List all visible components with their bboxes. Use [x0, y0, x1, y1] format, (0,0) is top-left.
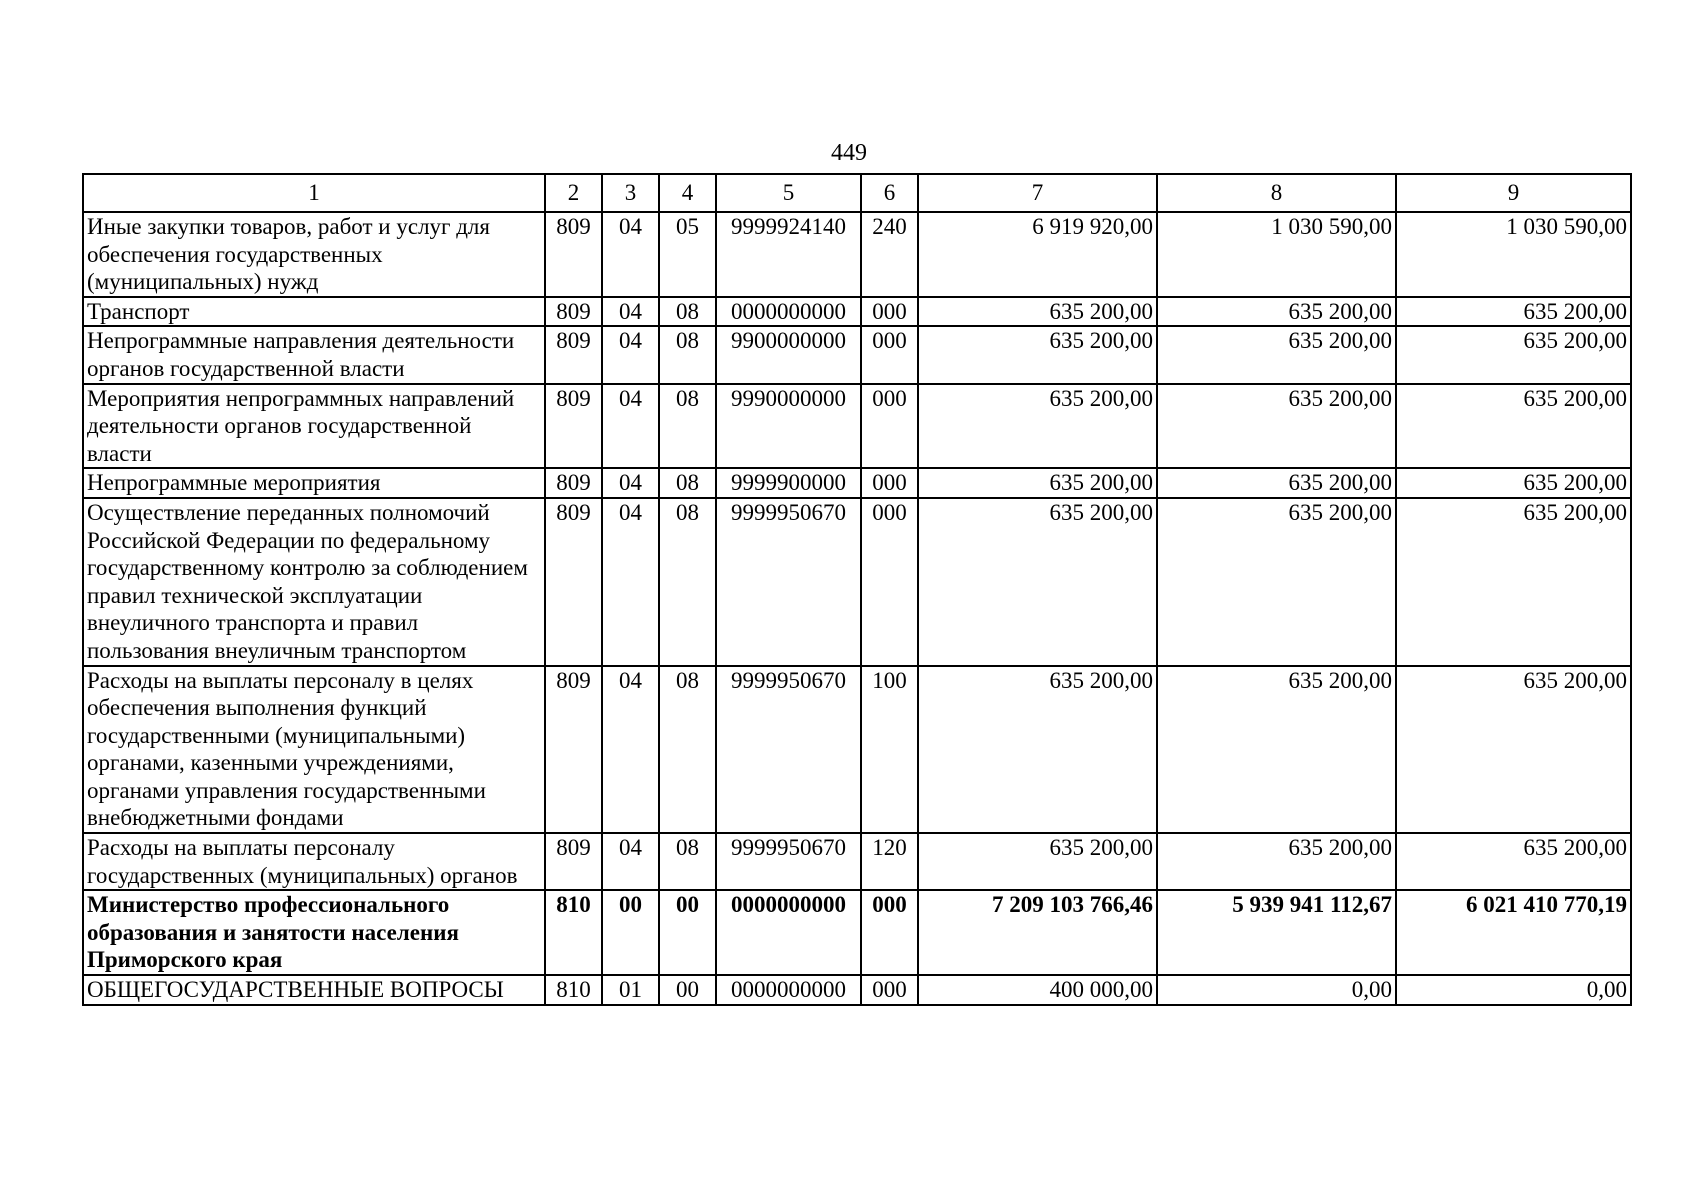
amount-col7: 7 209 103 766,46	[918, 890, 1157, 975]
code-target: 9999900000	[716, 468, 861, 498]
code-section: 00	[602, 890, 659, 975]
table-row	[83, 498, 1631, 666]
row-name: Непрограммные направления деятельности органов государственной власти	[83, 326, 545, 383]
header-cell: 7	[918, 174, 1157, 212]
code-expense-type: 000	[861, 468, 918, 498]
header-cell: 4	[659, 174, 716, 212]
code-target: 9900000000	[716, 326, 861, 383]
code-expense-type: 000	[861, 975, 918, 1005]
code-target: 9990000000	[716, 384, 861, 469]
amount-col8: 0,00	[1157, 975, 1396, 1005]
code-admin: 809	[545, 326, 602, 383]
amount-col9: 635 200,00	[1396, 498, 1631, 666]
amount-col9: 635 200,00	[1396, 666, 1631, 834]
code-admin: 809	[545, 833, 602, 890]
amount-col8: 635 200,00	[1157, 384, 1396, 469]
code-expense-type: 000	[861, 384, 918, 469]
table-row	[83, 326, 1631, 383]
code-section: 01	[602, 975, 659, 1005]
amount-col9: 635 200,00	[1396, 297, 1631, 327]
code-section: 04	[602, 297, 659, 327]
code-admin: 810	[545, 975, 602, 1005]
table-row	[83, 212, 1631, 297]
code-section: 04	[602, 468, 659, 498]
code-subsection: 05	[659, 212, 716, 297]
amount-col9: 0,00	[1396, 975, 1631, 1005]
row-name: Транспорт	[83, 297, 545, 327]
code-expense-type: 000	[861, 297, 918, 327]
amount-col8: 635 200,00	[1157, 833, 1396, 890]
header-cell: 6	[861, 174, 918, 212]
amount-col9: 1 030 590,00	[1396, 212, 1631, 297]
row-name: Непрограммные мероприятия	[83, 468, 545, 498]
code-subsection: 08	[659, 833, 716, 890]
row-name: Осуществление переданных полномочий Российской Федерации по федеральному государственному контролю за соблюдением правил технической эксплуатации внеуличного транспорта и правил пользования внеуличным транспортом	[83, 498, 545, 666]
code-section: 04	[602, 326, 659, 383]
amount-col9: 635 200,00	[1396, 326, 1631, 383]
code-admin: 809	[545, 297, 602, 327]
code-expense-type: 000	[861, 326, 918, 383]
code-expense-type: 000	[861, 890, 918, 975]
row-name: Расходы на выплаты персоналу в целях обеспечения выполнения функций государственными (муниципальными) органами, казенными учреждениями, органами управления государственными внебюджетными фондами	[83, 666, 545, 834]
code-target: 0000000000	[716, 890, 861, 975]
code-section: 04	[602, 212, 659, 297]
code-admin: 810	[545, 890, 602, 975]
amount-col8: 1 030 590,00	[1157, 212, 1396, 297]
table-row	[83, 468, 1631, 498]
header-cell: 2	[545, 174, 602, 212]
table-row-total	[83, 890, 1631, 975]
amount-col7: 635 200,00	[918, 666, 1157, 834]
code-target: 9999924140	[716, 212, 861, 297]
code-target: 0000000000	[716, 975, 861, 1005]
code-expense-type: 240	[861, 212, 918, 297]
amount-col9: 635 200,00	[1396, 384, 1631, 469]
amount-col7: 635 200,00	[918, 326, 1157, 383]
code-expense-type: 120	[861, 833, 918, 890]
header-row	[83, 174, 1631, 212]
header-cell: 8	[1157, 174, 1396, 212]
amount-col7: 635 200,00	[918, 498, 1157, 666]
table-row	[83, 384, 1631, 469]
amount-col8: 5 939 941 112,67	[1157, 890, 1396, 975]
header-cell: 9	[1396, 174, 1631, 212]
header-cell: 5	[716, 174, 861, 212]
amount-col7: 635 200,00	[918, 384, 1157, 469]
code-subsection: 08	[659, 326, 716, 383]
code-section: 04	[602, 666, 659, 834]
budget-table	[82, 173, 1632, 1006]
header-cell: 1	[83, 174, 545, 212]
amount-col9: 635 200,00	[1396, 833, 1631, 890]
code-expense-type: 100	[861, 666, 918, 834]
amount-col8: 635 200,00	[1157, 666, 1396, 834]
row-name: Расходы на выплаты персоналу государственных (муниципальных) органов	[83, 833, 545, 890]
code-subsection: 08	[659, 498, 716, 666]
amount-col8: 635 200,00	[1157, 498, 1396, 666]
amount-col9: 6 021 410 770,19	[1396, 890, 1631, 975]
amount-col8: 635 200,00	[1157, 297, 1396, 327]
amount-col7: 400 000,00	[918, 975, 1157, 1005]
table-row	[83, 297, 1631, 327]
code-admin: 809	[545, 212, 602, 297]
code-expense-type: 000	[861, 498, 918, 666]
code-admin: 809	[545, 666, 602, 834]
table-row	[83, 833, 1631, 890]
amount-col9: 635 200,00	[1396, 468, 1631, 498]
code-subsection: 08	[659, 384, 716, 469]
code-subsection: 00	[659, 975, 716, 1005]
amount-col7: 635 200,00	[918, 833, 1157, 890]
code-section: 04	[602, 833, 659, 890]
table-row	[83, 975, 1631, 1005]
code-target: 9999950670	[716, 833, 861, 890]
code-admin: 809	[545, 498, 602, 666]
code-target: 0000000000	[716, 297, 861, 327]
amount-col8: 635 200,00	[1157, 468, 1396, 498]
code-subsection: 00	[659, 890, 716, 975]
amount-col7: 6 919 920,00	[918, 212, 1157, 297]
amount-col7: 635 200,00	[918, 468, 1157, 498]
code-section: 04	[602, 384, 659, 469]
code-subsection: 08	[659, 468, 716, 498]
code-subsection: 08	[659, 666, 716, 834]
row-name: ОБЩЕГОСУДАРСТВЕННЫЕ ВОПРОСЫ	[83, 975, 545, 1005]
row-name: Министерство профессионального образования и занятости населения Приморского края	[83, 890, 545, 975]
code-target: 9999950670	[716, 666, 861, 834]
code-subsection: 08	[659, 297, 716, 327]
amount-col8: 635 200,00	[1157, 326, 1396, 383]
page-number: 449	[831, 140, 867, 166]
row-name: Иные закупки товаров, работ и услуг для обеспечения государственных (муниципальных) нужд	[83, 212, 545, 297]
code-target: 9999950670	[716, 498, 861, 666]
row-name: Мероприятия непрограммных направлений деятельности органов государственной власти	[83, 384, 545, 469]
table-row	[83, 666, 1631, 834]
header-cell: 3	[602, 174, 659, 212]
code-admin: 809	[545, 384, 602, 469]
code-section: 04	[602, 498, 659, 666]
code-admin: 809	[545, 468, 602, 498]
amount-col7: 635 200,00	[918, 297, 1157, 327]
